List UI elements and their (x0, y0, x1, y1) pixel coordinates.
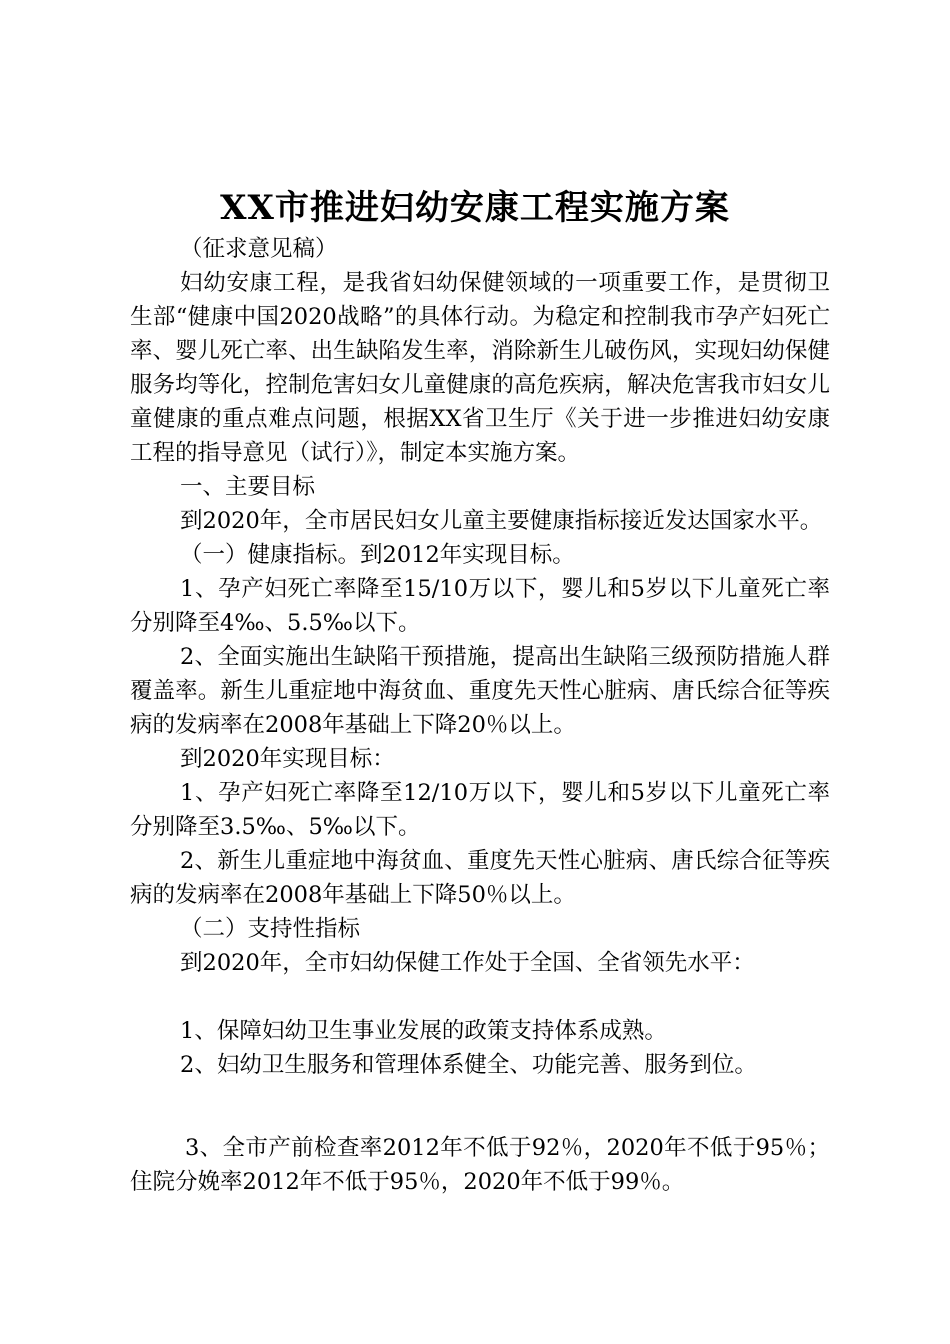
list-item-2012-birth-defects: 2、全面实施出生缺陷干预措施，提高出生缺陷三级预防措施人群覆盖率。新生儿重症地中海贫血、重度先天性心脏病、唐氏综合征等疾病的发病率在2008年基础上下降20％以上。 (130, 644, 830, 738)
paragraph-overall-goal: 到2020年，全市居民妇女儿童主要健康指标接近发达国家水平。 (180, 508, 823, 534)
section-heading-main-goals: 一、主要目标 (180, 474, 316, 500)
list-item-policy-support: 1、保障妇幼卫生事业发展的政策支持体系成熟。 (180, 1018, 667, 1044)
document-body (130, 232, 830, 1199)
paragraph-2020-goals: 到2020年实现目标： (180, 746, 395, 772)
list-item-service-system: 2、妇幼卫生服务和管理体系健全、功能完善、服务到位。 (180, 1052, 757, 1078)
paragraph-support-goal: 到2020年，全市妇幼保健工作处于全国、全省领先水平： (180, 950, 755, 976)
list-item-prenatal-delivery-rates: 3、全市产前检查率2012年不低于92％，2020年不低于95％；住院分娩率2012年不低于95％，2020年不低于99％。 (130, 1135, 830, 1195)
document-title: XX市推进妇幼安康工程实施方案 (220, 188, 730, 228)
paragraph-intro: 妇幼安康工程，是我省妇幼保健领域的一项重要工作，是贯彻卫生部“健康中国2020战略”的具体行动。为稳定和控制我市孕产妇死亡率、婴儿死亡率、出生缺陷发生率，消除新生儿破伤风，实现妇幼保健服务均等化，控制危害妇女儿童健康的高危疾病，解决危害我市妇女儿童健康的重点难点问题，根据XX省卫生厅《关于进一步推进妇幼安康工程的指导意见（试行）》，制定本实施方案。 (130, 270, 830, 466)
subsection-heading-support-indicators: （二）支持性指标 (180, 916, 361, 942)
list-item-2012-mortality: 1、孕产妇死亡率降至15/10万以下，婴儿和5岁以下儿童死亡率分别降至4‰、5.5‰以下。 (130, 576, 830, 636)
list-item-2020-mortality: 1、孕产妇死亡率降至12/10万以下，婴儿和5岁以下儿童死亡率分别降至3.5‰、5‰以下。 (130, 780, 830, 840)
list-item-2020-birth-defects: 2、新生儿重症地中海贫血、重度先天性心脏病、唐氏综合征等疾病的发病率在2008年基础上下降50％以上。 (130, 848, 830, 908)
subtitle: （征求意见稿） (180, 236, 338, 262)
subsection-heading-health-indicators: （一）健康指标。到2012年实现目标。 (180, 542, 575, 568)
